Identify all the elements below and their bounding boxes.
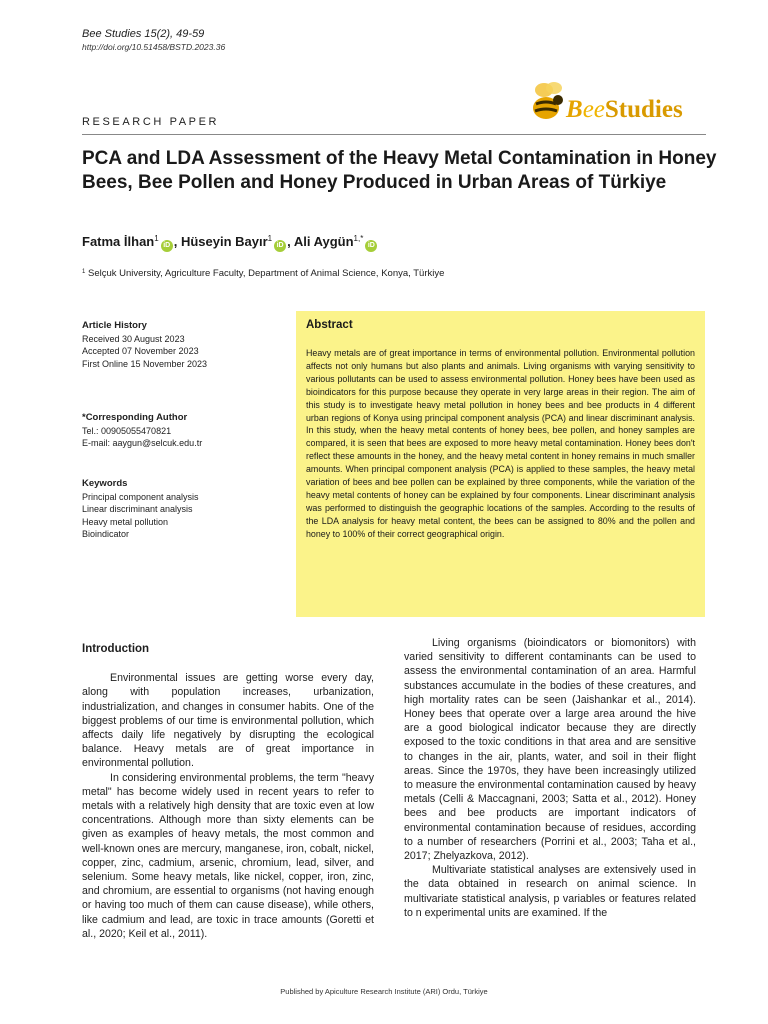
online-date: First Online 15 November 2023	[82, 358, 208, 369]
author-affiliation-mark: 1	[154, 234, 159, 243]
keyword-item: Bioindicator	[82, 529, 130, 539]
keyword-item: Heavy metal pollution	[82, 516, 169, 527]
corresponding-author	[82, 412, 282, 450]
author-list	[82, 234, 378, 252]
section-heading-introduction: Introduction	[82, 643, 150, 655]
orcid-icon[interactable]: iD	[274, 240, 286, 252]
author-separator: ,	[173, 234, 181, 249]
body-paragraph: Multivariate statistical analyses are extensively used in the data obtained in research on animal science. In multivariate statistical analysis, p variables or features related to n experimental units are examined. If the	[404, 864, 696, 919]
abstract-text: Heavy metals are of great importance in terms of environmental pollution. Environmental pollution affects not only humans but also plants and animals. Living organisms with varying sensitivity to various pollutants can be used to assess environmental pollution. Honey bees have been used as bioindicators for this purpose because they operate in very large areas in their region. The aim of this study is to investigate heavy metal pollution in honey bees and bee products in 4 different urban regions of Konya using principal component analysis (PCA) and linear discriminant analysis. In this study, when the heavy metal contents of honey bees, bee pollen, and honey samples are compared, it is seen that bees are exposed to more heavy metal contamination. Honey bees don't reflect these amounts in the honey, and the heavy metal content in honey remains in much smaller amounts. When principal component analysis (PCA) is applied to these samples, the heavy metal variation of bees and bee pollen can be explained by three components, while the variation of the heavy metal contents of honey can be explained by four components. Linear discriminant analysis was performed to distinguish the geographic locations of the samples. According to the results of the LDA analysis for heavy metal content, the bees can be assigned to 80% and the pollen and honey to 100% of their correct geographical origin.	[306, 348, 695, 539]
article-history-heading: Article History	[82, 320, 147, 331]
article-history	[82, 320, 282, 370]
body-paragraph: Living organisms (bioindicators or biomonitors) with varied sensitivity to different contaminants can be used to assess the environmental contamination of an area. Harmful substances accumulate in the bodies of these creatures, and high mortality rates can be seen (Jaishankar et al., 2014). Honey bees that operate over a large area around the hive are a good biological indicator because they are directly exposed to the toxic conditions in that area and are sensitive to changes in the air, plants, water, and soil in their flight areas. Since the 1970s, they have been increasingly utilized to measure the environmental contamination caused by heavy metals (Celli & Maccagnani, 2003; Satta et al., 2012). Honey bees and bee products are important indicators of environmental contamination because of residues, according to a number of researchers (Porrini et al., 2003; Taha et al., 2017; Zhelyazkova, 2012).	[404, 637, 696, 863]
journal-citation: Bee Studies 15(2), 49-59	[82, 28, 205, 40]
orcid-icon[interactable]: iD	[365, 240, 377, 252]
bee-studies-logo	[526, 78, 706, 130]
abstract-heading: Abstract	[306, 319, 353, 331]
corresponding-heading: *Corresponding Author	[82, 412, 188, 423]
article-type: RESEARCH PAPER	[82, 116, 220, 128]
paper-title: PCA and LDA Assessment of the Heavy Metal Contamination in Honey Bees, Bee Pollen and Honey Produced in Urban Areas of Türkiye	[82, 148, 717, 193]
orcid-icon[interactable]: iD	[161, 240, 173, 252]
keyword-item: Principal component analysis	[82, 491, 199, 502]
author-name: Hüseyin Bayır	[180, 234, 268, 249]
author-separator: ,	[287, 234, 294, 249]
keywords	[82, 478, 282, 541]
received-date: Received 30 August 2023	[82, 333, 185, 344]
keyword-item: Linear discriminant analysis	[82, 504, 193, 514]
body-paragraph: In considering environmental problems, the term "heavy metal" has become widely used in recent years to refer to metals with a relatively high density that are toxic even at low concentrations. Although more than sixty elements can be given as examples of heavy metals, the most common and well-known ones are mercury, manganese, iron, cobalt, nickel, copper, zinc, cadmium, arsenic, chromium, lead, silver, and selenium. Some heavy metals, like nickel, copper, iron, zinc, and chromium, are essential to organisms (not having enough or having too much of them can cause disease), while others, like cadmium and lead, are toxic in trace amounts (Goretti et al., 2020; Keil et al., 2011).	[82, 771, 374, 940]
body-column-right	[404, 636, 696, 920]
corresponding-email[interactable]: E-mail: aaygun@selcuk.edu.tr	[82, 438, 203, 448]
body-paragraph: Environmental issues are getting worse every day, along with population increases, urbanization, industrialization, and changes in consumer habits. One of the biggest problems of our time is environmental pollution, which affects daily life negatively by disrupting the ecological balance. Heavy metals are of great importance in environmental pollution.	[82, 672, 374, 770]
affiliation: $^1$ Selçuk University, Agriculture Faculty, Department of Animal Science, Konya, Türkiye	[82, 268, 445, 279]
author-name: Ali Aygün	[293, 234, 354, 249]
author-affiliation-mark: 1,*	[353, 234, 364, 243]
header-divider	[82, 134, 706, 135]
accepted-date: Accepted 07 November 2023	[82, 346, 199, 356]
logo-wordmark: BeeStudies	[566, 96, 683, 123]
corresponding-tel: Tel.: 00905055470821	[82, 425, 172, 436]
keywords-heading: Keywords	[82, 478, 128, 489]
author-name: Fatma İlhan	[82, 234, 155, 249]
author-affiliation-mark: 1	[267, 234, 273, 243]
doi-link[interactable]: http://doi.org/10.51458/BSTD.2023.36	[82, 42, 226, 52]
page-footer: Published by Apiculture Research Institute (ARI) Ordu, Türkiye	[280, 987, 488, 996]
abstract-box	[296, 311, 705, 617]
body-column-left	[82, 636, 374, 941]
